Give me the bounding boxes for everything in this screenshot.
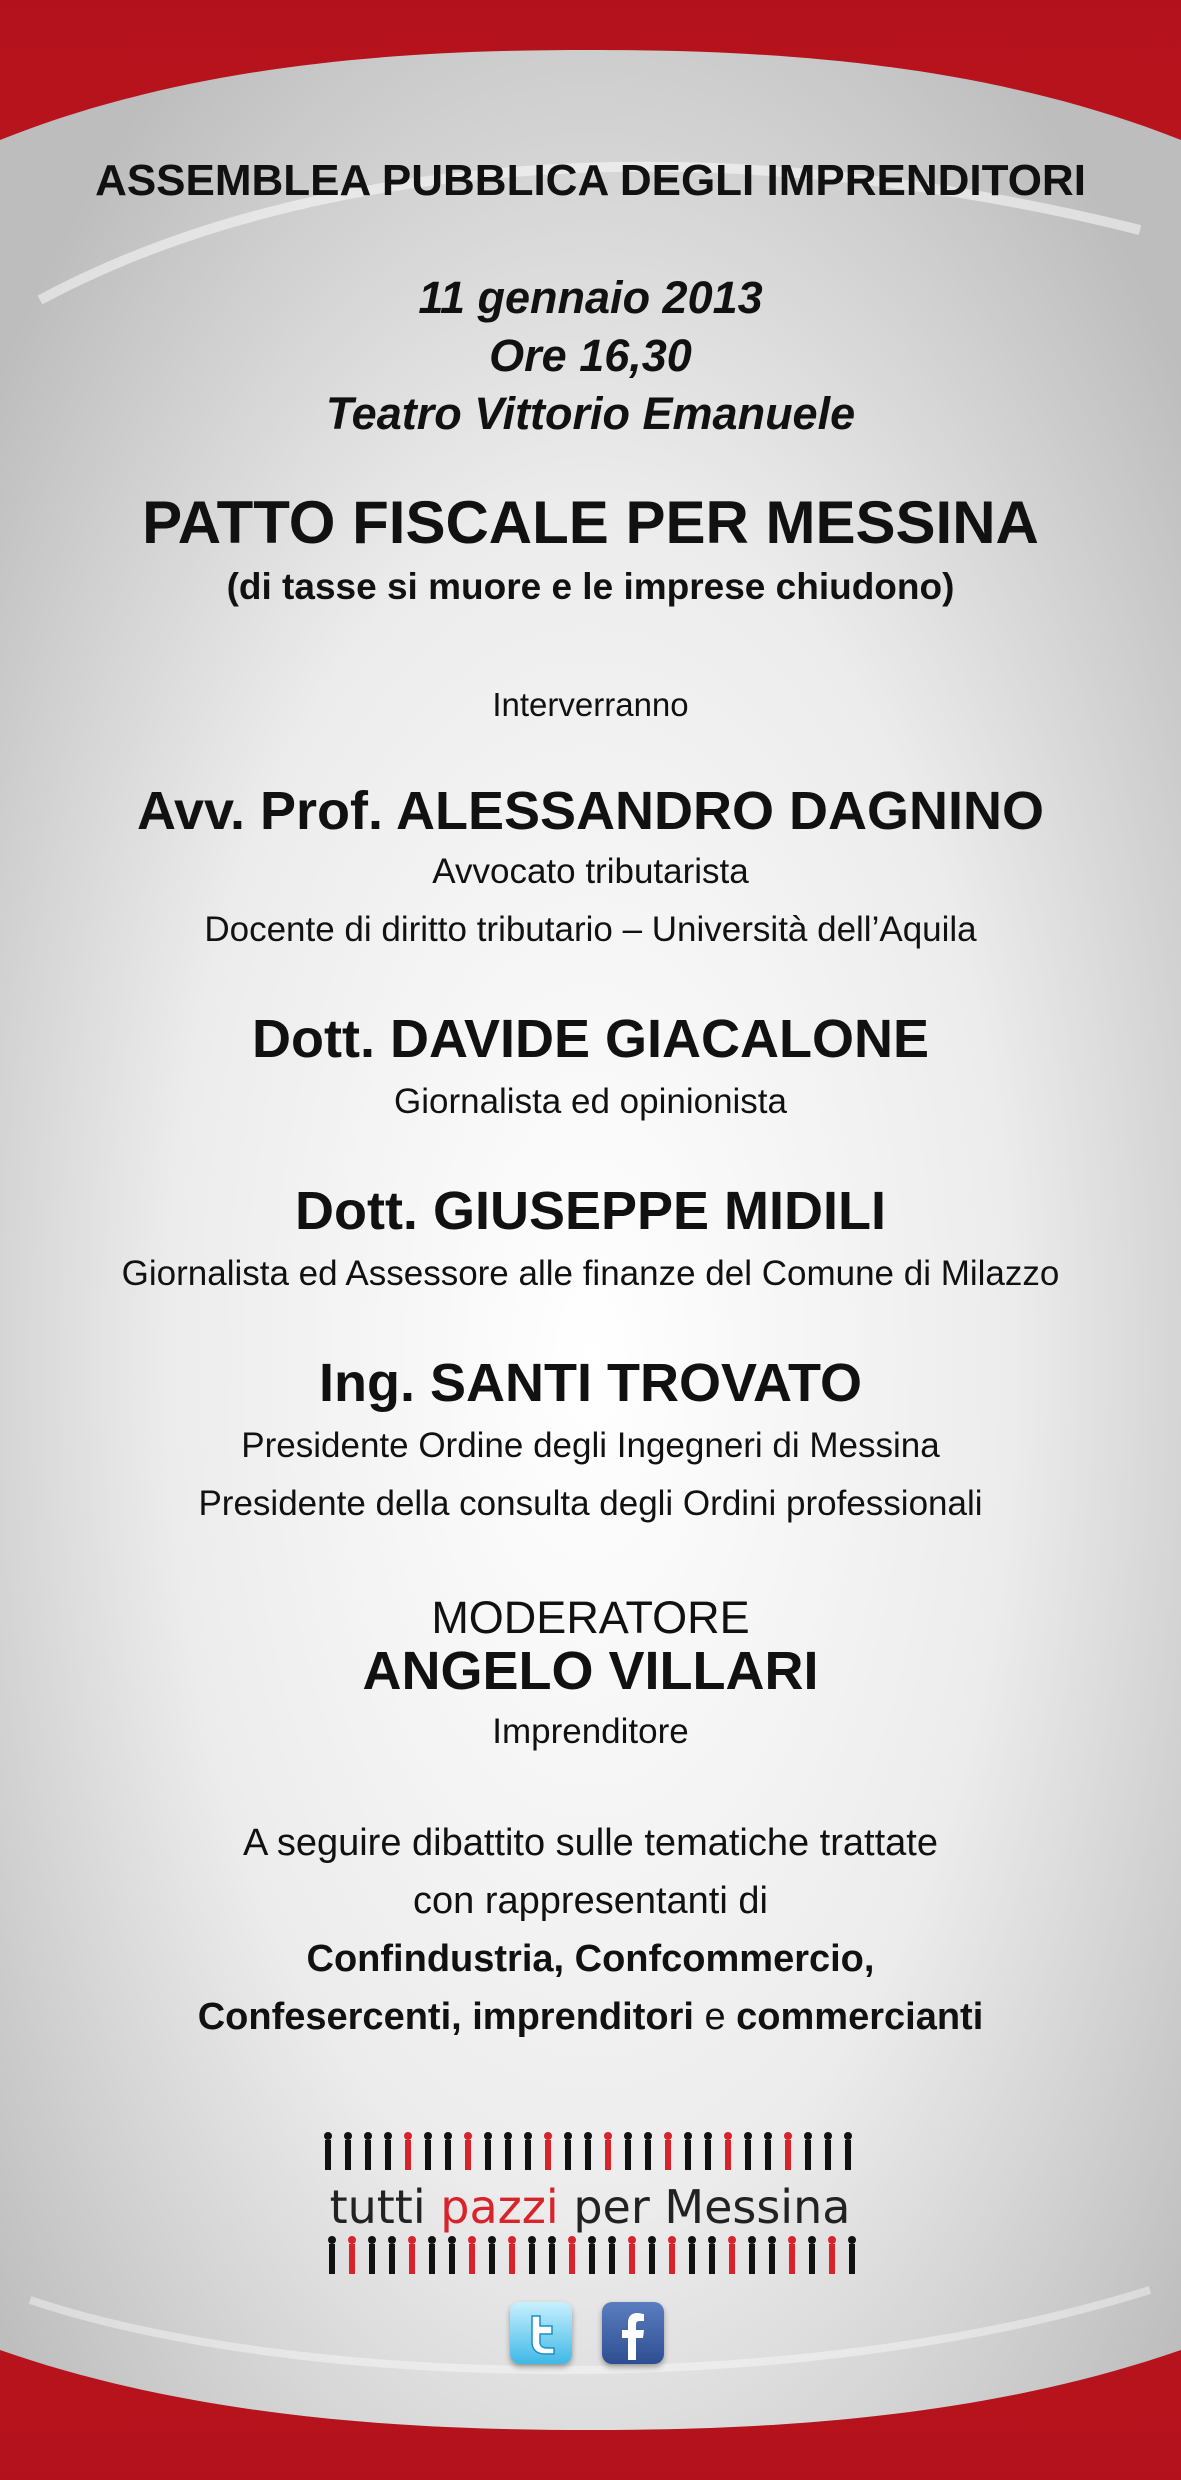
event-time: Ore 16,30 <box>489 330 692 381</box>
speaker-role: Giornalista ed opinionista <box>393 1082 787 1121</box>
closing-text: e <box>693 1996 737 2038</box>
closing-text: Confesercenti, imprenditori <box>197 1996 694 2038</box>
speaker-role: Avvocato tributarista <box>432 852 749 891</box>
people-silhouettes-icon <box>320 2234 860 2276</box>
logo-text-part: tutti <box>329 2180 441 2234</box>
speaker-role: Docente di diritto tributario – Università dell’Aquila <box>204 910 977 949</box>
event-venue: Teatro Vittorio Emanuele <box>325 388 856 439</box>
speaker-name: Avv. Prof. ALESSANDRO DAGNINO <box>136 781 1045 841</box>
closing-text: commercianti <box>736 1996 984 2038</box>
closing-line: Confindustria, Confcommercio, <box>306 1938 875 1980</box>
speakers-intro: Interverranno <box>492 686 689 723</box>
tutti-pazzi-logo <box>310 2130 870 2280</box>
moderator-role: Imprenditore <box>492 1712 689 1751</box>
logo-text-accent: pazzi <box>440 2180 559 2234</box>
people-silhouettes-icon <box>320 2130 860 2172</box>
speaker-name: Ing. SANTI TROVATO <box>319 1353 862 1413</box>
event-date: 11 gennaio 2013 <box>418 272 763 323</box>
logo-text <box>310 2180 870 2234</box>
speaker-role: Presidente Ordine degli Ingegneri di Messina <box>241 1426 940 1465</box>
speaker-role: Giornalista ed Assessore alle finanze del Comune di Milazzo <box>121 1254 1060 1293</box>
closing-line: con rappresentanti di <box>413 1880 768 1922</box>
speaker-role: Presidente della consulta degli Ordini professionali <box>198 1484 983 1523</box>
twitter-button[interactable] <box>510 2302 572 2364</box>
facebook-button[interactable] <box>602 2302 664 2364</box>
closing-line: A seguire dibattito sulle tematiche trattate <box>243 1822 938 1864</box>
twitter-icon <box>510 2302 572 2364</box>
speaker-name: Dott. GIUSEPPE MIDILI <box>294 1181 887 1241</box>
facebook-icon <box>602 2302 664 2364</box>
page-title: PATTO FISCALE PER MESSINA <box>142 489 1039 556</box>
speaker-name: Dott. DAVIDE GIACALONE <box>252 1009 929 1069</box>
moderator-name: ANGELO VILLARI <box>362 1641 819 1701</box>
logo-text-part: per Messina <box>558 2180 851 2234</box>
closing-line <box>0 1996 1181 2039</box>
page-subtitle: (di tasse si muore e le imprese chiudono) <box>226 566 955 607</box>
moderator-label: MODERATORE <box>431 1592 750 1643</box>
event-heading: ASSEMBLEA PUBBLICA DEGLI IMPRENDITORI <box>95 156 1086 205</box>
